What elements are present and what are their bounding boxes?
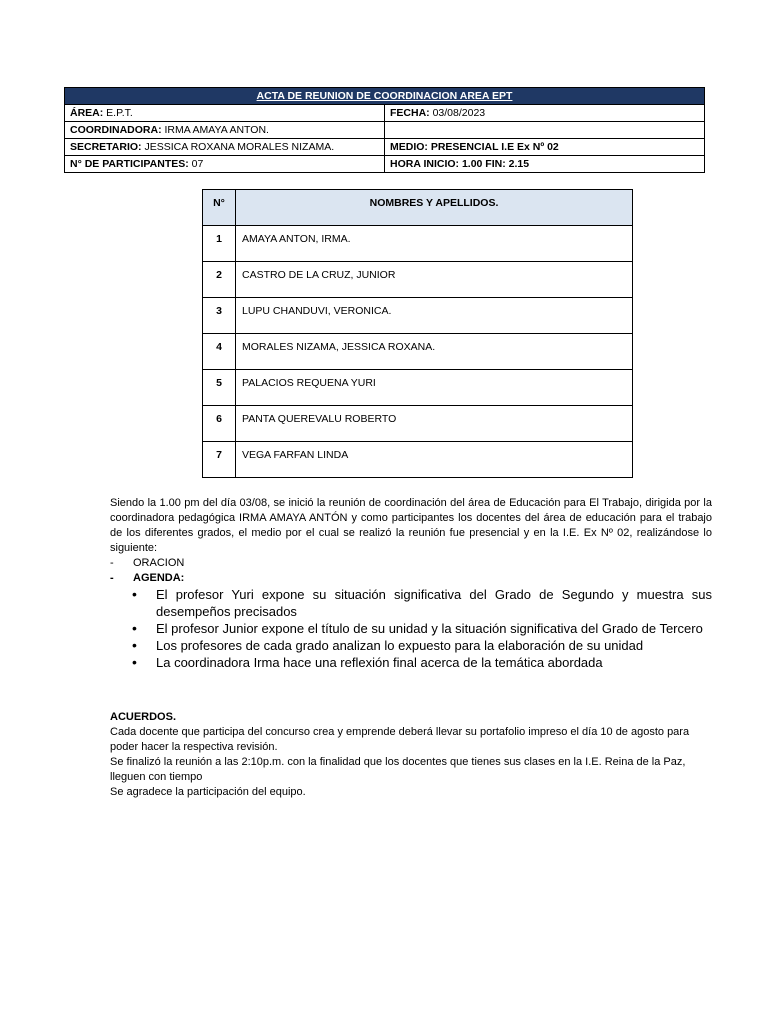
row-name: CASTRO DE LA CRUZ, JUNIOR	[236, 262, 633, 298]
fecha-value: 03/08/2023	[429, 107, 486, 119]
column-header-name: NOMBRES Y APELLIDOS.	[236, 190, 633, 226]
acuerdos-section	[110, 710, 712, 800]
participantes-label: N° DE PARTICIPANTES:	[70, 158, 189, 170]
hora-cell: HORA INICIO: 1.00 FIN: 2.15	[385, 156, 705, 173]
row-name: PALACIOS REQUENA YURI	[236, 370, 633, 406]
list-item-agenda: - AGENDA:	[110, 571, 712, 586]
acuerdos-title: ACUERDOS.	[110, 711, 177, 723]
medio-cell: MEDIO: PRESENCIAL I.E Ex Nº 02	[385, 139, 705, 156]
row-name: LUPU CHANDUVI, VERONICA.	[236, 298, 633, 334]
row-name: AMAYA ANTON, IRMA.	[236, 226, 633, 262]
fecha-cell	[385, 105, 705, 122]
row-name: PANTA QUEREVALU ROBERTO	[236, 406, 633, 442]
row-name: VEGA FARFAN LINDA	[236, 442, 633, 478]
participants-table	[202, 189, 633, 478]
coordinadora-value: IRMA AMAYA ANTON.	[161, 124, 269, 136]
area-cell	[65, 105, 385, 122]
table-row	[203, 298, 633, 334]
table-header-row	[203, 190, 633, 226]
list-item-oracion: - ORACION	[110, 556, 712, 571]
participantes-value: 07	[188, 158, 204, 170]
acuerdos-paragraph: Se finalizó la reunión a las 2:10p.m. con la finalidad que los docentes que tienes sus clases en la I.E. Reina de la Paz, lleguen con tiempo	[110, 756, 686, 783]
table-row	[203, 406, 633, 442]
acuerdos-paragraph: Se agradece la participación del equipo.	[110, 786, 306, 798]
row-number: 5	[203, 370, 236, 406]
empty-cell	[385, 122, 705, 139]
column-header-number: N°	[203, 190, 236, 226]
meeting-header-table	[64, 87, 705, 173]
table-row	[203, 442, 633, 478]
secretario-cell	[65, 139, 385, 156]
row-number: 1	[203, 226, 236, 262]
table-row	[203, 334, 633, 370]
agenda-item: • Los profesores de cada grado analizan lo expuesto para la elaboración de su unidad	[110, 637, 712, 654]
coordinadora-label: COORDINADORA:	[70, 124, 162, 136]
table-row	[203, 370, 633, 406]
agenda-item: • El profesor Junior expone el título de su unidad y la situación significativa del Grado de Tercero	[110, 620, 712, 637]
document-title: ACTA DE REUNION DE COORDINACION AREA EPT	[65, 88, 705, 105]
intro-paragraph: Siendo la 1.00 pm del día 03/08, se inició la reunión de coordinación del área de Educación para El Trabajo, dirigida por la coordinadora pedagógica IRMA AMAYA ANTÓN y como participantes los docentes del área de educación para el trabajo de los diferentes grados, el medio por el cual se realizó la reunión fue presencial y en la I.E. Ex Nº 02, realizándose lo siguiente:	[110, 497, 712, 554]
meeting-body	[110, 496, 712, 671]
row-number: 7	[203, 442, 236, 478]
row-number: 3	[203, 298, 236, 334]
area-value: E.P.T.	[103, 107, 133, 119]
row-number: 4	[203, 334, 236, 370]
activity-list	[110, 556, 712, 586]
fecha-label: FECHA:	[390, 107, 430, 119]
area-label: ÁREA:	[70, 107, 104, 119]
row-number: 6	[203, 406, 236, 442]
agenda-item: • La coordinadora Irma hace una reflexión final acerca de la temática abordada	[110, 654, 712, 671]
table-row	[203, 226, 633, 262]
participantes-cell	[65, 156, 385, 173]
table-row	[203, 262, 633, 298]
acuerdos-paragraph: Cada docente que participa del concurso crea y emprende deberá llevar su portafolio impreso el día 10 de agosto para poder hacer la respectiva revisión.	[110, 726, 690, 753]
row-number: 2	[203, 262, 236, 298]
secretario-label: SECRETARIO:	[70, 141, 142, 153]
secretario-value: JESSICA ROXANA MORALES NIZAMA.	[141, 141, 335, 153]
agenda-list	[110, 586, 712, 671]
row-name: MORALES NIZAMA, JESSICA ROXANA.	[236, 334, 633, 370]
coordinadora-cell	[65, 122, 385, 139]
agenda-item: • El profesor Yuri expone su situación significativa del Grado de Segundo y muestra sus desempeños precisados	[110, 586, 712, 620]
